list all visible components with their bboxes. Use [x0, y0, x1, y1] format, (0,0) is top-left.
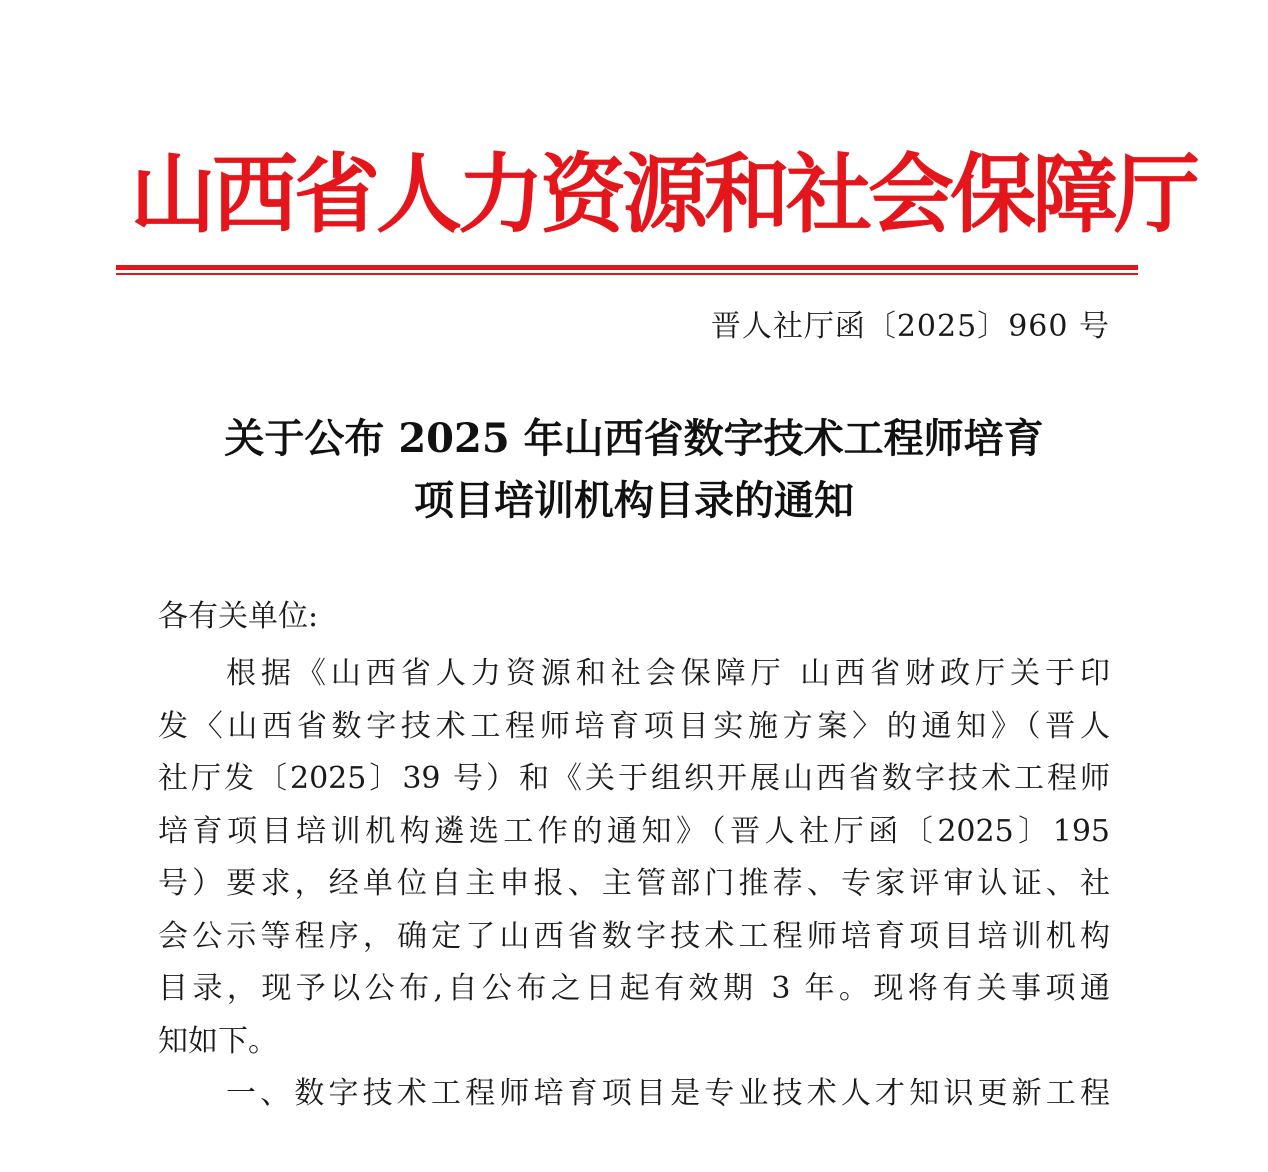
paragraph-2-line: 一、数字技术工程师培育项目是专业技术人才知识更新工程: [226, 1076, 1110, 1111]
paragraph-1-line: 号）要求，经单位自主申报、主管部门推荐、专家评审认证、社: [158, 866, 1110, 901]
masthead-title: 山西省人力资源和社会保障厅: [130, 144, 1196, 245]
body-text: [158, 648, 1110, 1121]
paragraph-1-line: 根据《山西省人力资源和社会保障厅 山西省财政厅关于印: [226, 656, 1110, 691]
salutation: 各有关单位:: [158, 599, 319, 634]
masthead-red-rule-thin: [116, 273, 1138, 275]
document-title-line-1: 关于公布 2025 年山西省数字技术工程师培育: [224, 415, 1044, 462]
masthead-red-rule-thick: [116, 265, 1138, 270]
paragraph-1-line: 培育项目培训机构遴选工作的通知》（晋人社厅函〔2025〕195: [158, 813, 1110, 849]
paragraph-1-line: 目录，现予以公布,自公布之日起有效期 3 年。现将有关事项通: [158, 971, 1110, 1006]
document-number: 晋人社厅函〔2025〕960 号: [710, 309, 1110, 344]
document-title: [110, 408, 1158, 532]
paragraph-1-line: 会公示等程序，确定了山西省数字技术工程师培育项目培训机构: [158, 918, 1110, 954]
paragraph-1-line: 发〈山西省数字技术工程师培育项目实施方案〉的通知》（晋人: [158, 708, 1110, 744]
document-title-line-2: 项目培训机构目录的通知: [414, 477, 854, 524]
paragraph-1-line: 社厅发〔2025〕39 号）和《关于组织开展山西省数字技术工程师: [158, 761, 1110, 796]
paragraph-1-line: 知如下。: [158, 1023, 278, 1059]
